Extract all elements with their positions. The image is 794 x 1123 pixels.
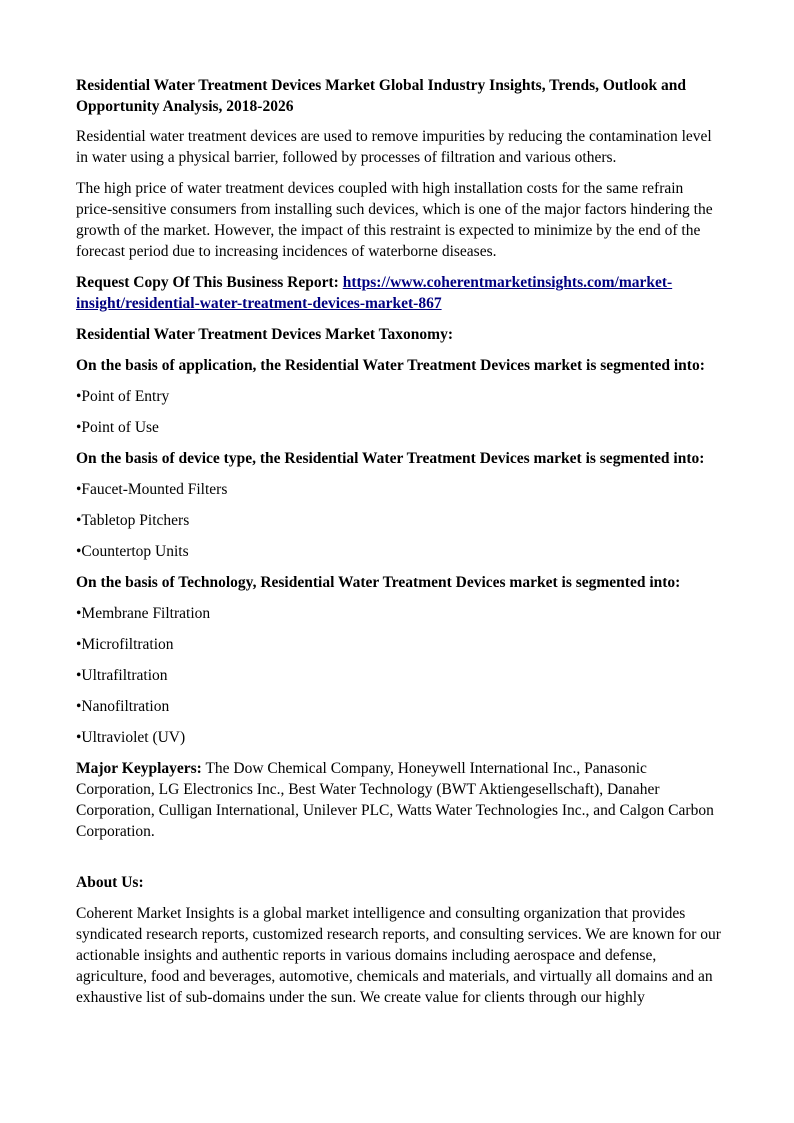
request-copy-line bbox=[76, 272, 722, 314]
list-item: •Point of Entry bbox=[76, 388, 170, 405]
segment-heading-device-type: On the basis of device type, the Residential Water Treatment Devices market is segmented into: bbox=[76, 450, 705, 467]
keyplayers-label: Major Keyplayers: bbox=[76, 760, 202, 777]
list-item: •Point of Use bbox=[76, 419, 159, 436]
list-item: •Countertop Units bbox=[76, 543, 189, 560]
keyplayers-text: The Dow Chemical Company, Honeywell International Inc., Panasonic Corporation, LG Electronics Inc., Best Water Technology (BWT Aktiengesellschaft), Danaher Corporation, Culligan International, Unilever PLC, Watts Water Technologies Inc., and Calgon Carbon Corporation. bbox=[76, 760, 714, 840]
list-item: •Ultraviolet (UV) bbox=[76, 729, 186, 746]
list-item: •Ultrafiltration bbox=[76, 667, 168, 684]
about-heading: About Us: bbox=[76, 874, 144, 891]
intro-paragraph: Residential water treatment devices are used to remove impurities by reducing the contamination level in water using a physical barrier, followed by processes of filtration and various others. bbox=[76, 128, 712, 166]
segment-heading-application: On the basis of application, the Residential Water Treatment Devices market is segmented into: bbox=[76, 357, 705, 374]
about-paragraph: Coherent Market Insights is a global market intelligence and consulting organization that provides syndicated research reports, customized research reports, and consulting services. We are known for our actionable insights and authentic reports in various domains including aerospace and defense, agriculture, food and beverages, automotive, chemicals and materials, and virtually all domains and an exhaustive list of sub-domains under the sun. We create value for clients through our highly bbox=[76, 905, 721, 1006]
report-link[interactable]: https://www.coherentmarketinsights.com/market-insight/residential-water-treatment-devices-market-867 bbox=[76, 274, 673, 312]
spacer bbox=[76, 852, 722, 872]
list-item: •Microfiltration bbox=[76, 636, 174, 653]
list-item: •Nanofiltration bbox=[76, 698, 170, 715]
document-title: Residential Water Treatment Devices Market Global Industry Insights, Trends, Outlook and Opportunity Analysis, 2018-2026 bbox=[76, 77, 687, 115]
document-page bbox=[76, 75, 722, 1018]
list-item: •Faucet-Mounted Filters bbox=[76, 481, 228, 498]
taxonomy-heading: Residential Water Treatment Devices Market Taxonomy: bbox=[76, 326, 453, 343]
keyplayers-paragraph bbox=[76, 758, 722, 842]
request-copy-label: Request Copy Of This Business Report: bbox=[76, 274, 343, 291]
list-item: •Tabletop Pitchers bbox=[76, 512, 190, 529]
restraint-paragraph: The high price of water treatment devices coupled with high installation costs for the same refrain price-sensitive consumers from installing such devices, which is one of the major factors hindering the growth of the market. However, the impact of this restraint is expected to minimize by the end of the forecast period due to increasing incidences of waterborne diseases. bbox=[76, 180, 713, 260]
list-item: •Membrane Filtration bbox=[76, 605, 211, 622]
segment-heading-technology: On the basis of Technology, Residential Water Treatment Devices market is segmented into: bbox=[76, 574, 681, 591]
